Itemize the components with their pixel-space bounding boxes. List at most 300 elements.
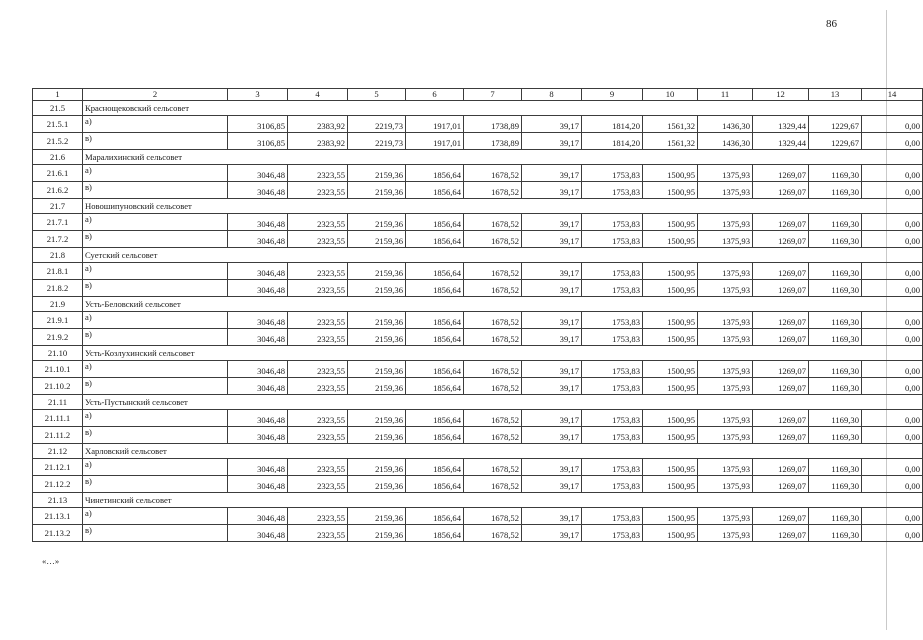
value-cell: 39,17 [522, 182, 582, 199]
value-cell: 1500,95 [643, 476, 698, 493]
value-cell: 2159,36 [348, 280, 406, 297]
table-row [33, 508, 923, 525]
value-cell: 1375,93 [698, 263, 753, 280]
value-cell: 1375,93 [698, 410, 753, 427]
value-cell: 1678,52 [464, 525, 522, 542]
row-label: а) [83, 312, 228, 329]
section-code: 21.9 [33, 297, 83, 312]
value-cell: 1436,30 [698, 116, 753, 133]
value-cell: 1856,64 [406, 214, 464, 231]
table-row [33, 312, 923, 329]
value-cell: 1856,64 [406, 476, 464, 493]
row-label: в) [83, 133, 228, 150]
section-code: 21.8 [33, 248, 83, 263]
row-label: в) [83, 182, 228, 199]
value-cell: 39,17 [522, 165, 582, 182]
value-cell: 3046,48 [228, 476, 288, 493]
value-cell: 1269,07 [753, 427, 809, 444]
value-cell: 0,00 [862, 133, 923, 150]
section-blank [406, 248, 923, 263]
table-row [33, 361, 923, 378]
value-cell: 1375,93 [698, 525, 753, 542]
value-cell: 1169,30 [809, 263, 862, 280]
value-cell: 1375,93 [698, 476, 753, 493]
value-cell: 1753,83 [582, 525, 643, 542]
section-row [33, 346, 923, 361]
value-cell: 2323,55 [288, 427, 348, 444]
value-cell: 2159,36 [348, 525, 406, 542]
row-code: 21.10.2 [33, 378, 83, 395]
value-cell: 2323,55 [288, 312, 348, 329]
value-cell: 1753,83 [582, 165, 643, 182]
value-cell: 1375,93 [698, 182, 753, 199]
value-cell: 0,00 [862, 280, 923, 297]
value-cell: 2159,36 [348, 263, 406, 280]
value-cell: 39,17 [522, 263, 582, 280]
section-name: Усть-Пустынский сельсовет [83, 395, 406, 410]
value-cell: 1375,93 [698, 427, 753, 444]
table-row [33, 165, 923, 182]
table-row [33, 133, 923, 150]
value-cell: 1229,67 [809, 116, 862, 133]
value-cell: 2159,36 [348, 312, 406, 329]
value-cell: 2323,55 [288, 329, 348, 346]
row-label: в) [83, 231, 228, 248]
value-cell: 3046,48 [228, 427, 288, 444]
section-row [33, 493, 923, 508]
value-cell: 1169,30 [809, 410, 862, 427]
section-blank [406, 493, 923, 508]
column-header: 13 [809, 89, 862, 101]
value-cell: 3046,48 [228, 182, 288, 199]
row-label: в) [83, 476, 228, 493]
value-cell: 1856,64 [406, 378, 464, 395]
row-label: а) [83, 263, 228, 280]
column-header: 3 [228, 89, 288, 101]
value-cell: 3046,48 [228, 214, 288, 231]
value-cell: 1678,52 [464, 182, 522, 199]
value-cell: 1169,30 [809, 182, 862, 199]
table-row [33, 459, 923, 476]
column-header: 8 [522, 89, 582, 101]
value-cell: 1375,93 [698, 312, 753, 329]
value-cell: 1856,64 [406, 231, 464, 248]
value-cell: 0,00 [862, 427, 923, 444]
table-row [33, 214, 923, 231]
column-header: 9 [582, 89, 643, 101]
value-cell: 1269,07 [753, 165, 809, 182]
value-cell: 1500,95 [643, 361, 698, 378]
column-header: 14 [862, 89, 923, 101]
value-cell: 1269,07 [753, 231, 809, 248]
value-cell: 2159,36 [348, 476, 406, 493]
row-label: в) [83, 427, 228, 444]
row-code: 21.7.1 [33, 214, 83, 231]
value-cell: 1169,30 [809, 427, 862, 444]
value-cell: 39,17 [522, 312, 582, 329]
value-cell: 2323,55 [288, 476, 348, 493]
section-row [33, 395, 923, 410]
section-blank [406, 444, 923, 459]
value-cell: 1329,44 [753, 116, 809, 133]
value-cell: 1500,95 [643, 263, 698, 280]
value-cell: 1856,64 [406, 525, 464, 542]
value-cell: 1917,01 [406, 133, 464, 150]
value-cell: 2323,55 [288, 280, 348, 297]
value-cell: 39,17 [522, 361, 582, 378]
table-row [33, 231, 923, 248]
value-cell: 1678,52 [464, 329, 522, 346]
value-cell: 1269,07 [753, 410, 809, 427]
value-cell: 2323,55 [288, 378, 348, 395]
row-code: 21.11.1 [33, 410, 83, 427]
value-cell: 1753,83 [582, 280, 643, 297]
value-cell: 2323,55 [288, 182, 348, 199]
value-cell: 2323,55 [288, 508, 348, 525]
value-cell: 2159,36 [348, 182, 406, 199]
tariff-table [32, 88, 923, 542]
value-cell: 1269,07 [753, 182, 809, 199]
value-cell: 2219,73 [348, 116, 406, 133]
section-name: Краснощековский сельсовет [83, 101, 406, 116]
value-cell: 1169,30 [809, 378, 862, 395]
value-cell: 3046,48 [228, 378, 288, 395]
row-code: 21.6.1 [33, 165, 83, 182]
value-cell: 1814,20 [582, 116, 643, 133]
row-label: а) [83, 410, 228, 427]
column-header: 11 [698, 89, 753, 101]
value-cell: 1500,95 [643, 410, 698, 427]
section-blank [406, 395, 923, 410]
closing-quote: «…» [42, 556, 60, 566]
value-cell: 1169,30 [809, 508, 862, 525]
value-cell: 3046,48 [228, 525, 288, 542]
table-row [33, 410, 923, 427]
value-cell: 1375,93 [698, 378, 753, 395]
value-cell: 1856,64 [406, 410, 464, 427]
value-cell: 2159,36 [348, 427, 406, 444]
value-cell: 1753,83 [582, 476, 643, 493]
value-cell: 1678,52 [464, 263, 522, 280]
section-name: Усть-Беловский сельсовет [83, 297, 406, 312]
value-cell: 1375,93 [698, 361, 753, 378]
value-cell: 2323,55 [288, 231, 348, 248]
value-cell: 1169,30 [809, 459, 862, 476]
section-code: 21.10 [33, 346, 83, 361]
value-cell: 39,17 [522, 280, 582, 297]
page-number: 86 [826, 18, 837, 30]
value-cell: 3046,48 [228, 231, 288, 248]
value-cell: 1500,95 [643, 165, 698, 182]
column-header: 5 [348, 89, 406, 101]
value-cell: 1169,30 [809, 280, 862, 297]
value-cell: 3046,48 [228, 410, 288, 427]
column-header: 4 [288, 89, 348, 101]
value-cell: 3046,48 [228, 263, 288, 280]
section-name: Чинетинский сельсовет [83, 493, 406, 508]
section-code: 21.5 [33, 101, 83, 116]
value-cell: 1561,32 [643, 116, 698, 133]
value-cell: 1856,64 [406, 427, 464, 444]
value-cell: 1738,89 [464, 133, 522, 150]
row-label: а) [83, 116, 228, 133]
value-cell: 0,00 [862, 214, 923, 231]
column-header: 1 [33, 89, 83, 101]
value-cell: 0,00 [862, 508, 923, 525]
value-cell: 0,00 [862, 410, 923, 427]
table-row [33, 525, 923, 542]
column-header: 2 [83, 89, 228, 101]
value-cell: 39,17 [522, 410, 582, 427]
section-blank [406, 150, 923, 165]
value-cell: 2323,55 [288, 263, 348, 280]
section-code: 21.12 [33, 444, 83, 459]
value-cell: 1375,93 [698, 280, 753, 297]
value-cell: 1500,95 [643, 231, 698, 248]
value-cell: 1329,44 [753, 133, 809, 150]
value-cell: 2159,36 [348, 378, 406, 395]
value-cell: 1269,07 [753, 525, 809, 542]
value-cell: 39,17 [522, 329, 582, 346]
value-cell: 1753,83 [582, 182, 643, 199]
value-cell: 1678,52 [464, 231, 522, 248]
value-cell: 1500,95 [643, 312, 698, 329]
row-label: в) [83, 280, 228, 297]
value-cell: 39,17 [522, 476, 582, 493]
column-header: 10 [643, 89, 698, 101]
value-cell: 1856,64 [406, 361, 464, 378]
value-cell: 1856,64 [406, 280, 464, 297]
value-cell: 1269,07 [753, 312, 809, 329]
value-cell: 39,17 [522, 231, 582, 248]
value-cell: 0,00 [862, 459, 923, 476]
value-cell: 3046,48 [228, 329, 288, 346]
table-row [33, 378, 923, 395]
value-cell: 1169,30 [809, 214, 862, 231]
value-cell: 39,17 [522, 133, 582, 150]
table-row [33, 182, 923, 199]
value-cell: 39,17 [522, 378, 582, 395]
section-code: 21.13 [33, 493, 83, 508]
value-cell: 1678,52 [464, 361, 522, 378]
value-cell: 1375,93 [698, 329, 753, 346]
value-cell: 2159,36 [348, 459, 406, 476]
value-cell: 1500,95 [643, 508, 698, 525]
value-cell: 1678,52 [464, 427, 522, 444]
section-code: 21.7 [33, 199, 83, 214]
row-code: 21.9.1 [33, 312, 83, 329]
value-cell: 2323,55 [288, 165, 348, 182]
row-label: в) [83, 378, 228, 395]
value-cell: 1678,52 [464, 280, 522, 297]
value-cell: 1269,07 [753, 263, 809, 280]
value-cell: 1753,83 [582, 214, 643, 231]
value-cell: 1856,64 [406, 263, 464, 280]
row-code: 21.11.2 [33, 427, 83, 444]
section-name: Усть-Козлухинский сельсовет [83, 346, 406, 361]
value-cell: 2159,36 [348, 329, 406, 346]
value-cell: 1500,95 [643, 525, 698, 542]
value-cell: 3046,48 [228, 459, 288, 476]
value-cell: 2323,55 [288, 361, 348, 378]
value-cell: 1678,52 [464, 410, 522, 427]
value-cell: 3046,48 [228, 165, 288, 182]
value-cell: 1753,83 [582, 231, 643, 248]
section-blank [406, 297, 923, 312]
value-cell: 1169,30 [809, 231, 862, 248]
value-cell: 1753,83 [582, 508, 643, 525]
section-name: Новошипуновский сельсовет [83, 199, 406, 214]
value-cell: 1269,07 [753, 378, 809, 395]
value-cell: 39,17 [522, 427, 582, 444]
section-row [33, 444, 923, 459]
table-row [33, 263, 923, 280]
row-code: 21.5.1 [33, 116, 83, 133]
section-blank [406, 101, 923, 116]
value-cell: 1269,07 [753, 214, 809, 231]
table-row [33, 476, 923, 493]
section-row [33, 248, 923, 263]
value-cell: 1375,93 [698, 459, 753, 476]
row-label: а) [83, 214, 228, 231]
value-cell: 2159,36 [348, 410, 406, 427]
value-cell: 0,00 [862, 263, 923, 280]
value-cell: 2323,55 [288, 459, 348, 476]
value-cell: 1375,93 [698, 508, 753, 525]
value-cell: 1500,95 [643, 182, 698, 199]
row-label: а) [83, 361, 228, 378]
column-number-row [33, 89, 923, 101]
table-row [33, 329, 923, 346]
row-label: в) [83, 329, 228, 346]
value-cell: 1169,30 [809, 165, 862, 182]
row-label: а) [83, 508, 228, 525]
value-cell: 1753,83 [582, 263, 643, 280]
value-cell: 0,00 [862, 165, 923, 182]
value-cell: 1169,30 [809, 329, 862, 346]
value-cell: 0,00 [862, 312, 923, 329]
section-blank [406, 346, 923, 361]
value-cell: 0,00 [862, 378, 923, 395]
value-cell: 1753,83 [582, 427, 643, 444]
row-code: 21.5.2 [33, 133, 83, 150]
value-cell: 0,00 [862, 361, 923, 378]
row-code: 21.6.2 [33, 182, 83, 199]
value-cell: 0,00 [862, 476, 923, 493]
section-name: Харловский сельсовет [83, 444, 406, 459]
row-code: 21.10.1 [33, 361, 83, 378]
value-cell: 1678,52 [464, 508, 522, 525]
section-name: Маралихинский сельсовет [83, 150, 406, 165]
value-cell: 1229,67 [809, 133, 862, 150]
value-cell: 1917,01 [406, 116, 464, 133]
value-cell: 2323,55 [288, 214, 348, 231]
value-cell: 1375,93 [698, 231, 753, 248]
value-cell: 1561,32 [643, 133, 698, 150]
value-cell: 1269,07 [753, 508, 809, 525]
value-cell: 2159,36 [348, 361, 406, 378]
section-row [33, 199, 923, 214]
value-cell: 1753,83 [582, 410, 643, 427]
value-cell: 1269,07 [753, 361, 809, 378]
row-code: 21.9.2 [33, 329, 83, 346]
value-cell: 1678,52 [464, 312, 522, 329]
section-code: 21.6 [33, 150, 83, 165]
value-cell: 2219,73 [348, 133, 406, 150]
value-cell: 1753,83 [582, 459, 643, 476]
value-cell: 1753,83 [582, 378, 643, 395]
value-cell: 1500,95 [643, 329, 698, 346]
value-cell: 1678,52 [464, 165, 522, 182]
row-code: 21.13.1 [33, 508, 83, 525]
value-cell: 1856,64 [406, 459, 464, 476]
row-code: 21.12.2 [33, 476, 83, 493]
value-cell: 3046,48 [228, 280, 288, 297]
value-cell: 2159,36 [348, 165, 406, 182]
section-row [33, 101, 923, 116]
row-code: 21.8.1 [33, 263, 83, 280]
value-cell: 2323,55 [288, 525, 348, 542]
value-cell: 1375,93 [698, 214, 753, 231]
value-cell: 3106,85 [228, 116, 288, 133]
value-cell: 39,17 [522, 508, 582, 525]
value-cell: 1269,07 [753, 280, 809, 297]
value-cell: 1436,30 [698, 133, 753, 150]
value-cell: 39,17 [522, 525, 582, 542]
column-header: 7 [464, 89, 522, 101]
value-cell: 1500,95 [643, 378, 698, 395]
value-cell: 1269,07 [753, 476, 809, 493]
row-label: в) [83, 525, 228, 542]
row-label: а) [83, 165, 228, 182]
value-cell: 1678,52 [464, 214, 522, 231]
value-cell: 1169,30 [809, 361, 862, 378]
value-cell: 1169,30 [809, 525, 862, 542]
column-header: 6 [406, 89, 464, 101]
value-cell: 0,00 [862, 231, 923, 248]
value-cell: 0,00 [862, 182, 923, 199]
value-cell: 1856,64 [406, 182, 464, 199]
row-code: 21.7.2 [33, 231, 83, 248]
row-code: 21.12.1 [33, 459, 83, 476]
value-cell: 1678,52 [464, 476, 522, 493]
section-row [33, 150, 923, 165]
value-cell: 1753,83 [582, 361, 643, 378]
value-cell: 2323,55 [288, 410, 348, 427]
value-cell: 3106,85 [228, 133, 288, 150]
value-cell: 1678,52 [464, 378, 522, 395]
value-cell: 39,17 [522, 116, 582, 133]
value-cell: 1269,07 [753, 329, 809, 346]
value-cell: 3046,48 [228, 361, 288, 378]
section-code: 21.11 [33, 395, 83, 410]
section-row [33, 297, 923, 312]
table-row [33, 427, 923, 444]
value-cell: 1169,30 [809, 312, 862, 329]
value-cell: 2383,92 [288, 116, 348, 133]
table-body [33, 89, 923, 542]
value-cell: 1678,52 [464, 459, 522, 476]
row-code: 21.8.2 [33, 280, 83, 297]
value-cell: 1169,30 [809, 476, 862, 493]
value-cell: 1856,64 [406, 312, 464, 329]
value-cell: 1500,95 [643, 214, 698, 231]
value-cell: 3046,48 [228, 508, 288, 525]
row-code: 21.13.2 [33, 525, 83, 542]
table-row [33, 280, 923, 297]
value-cell: 0,00 [862, 329, 923, 346]
value-cell: 2383,92 [288, 133, 348, 150]
